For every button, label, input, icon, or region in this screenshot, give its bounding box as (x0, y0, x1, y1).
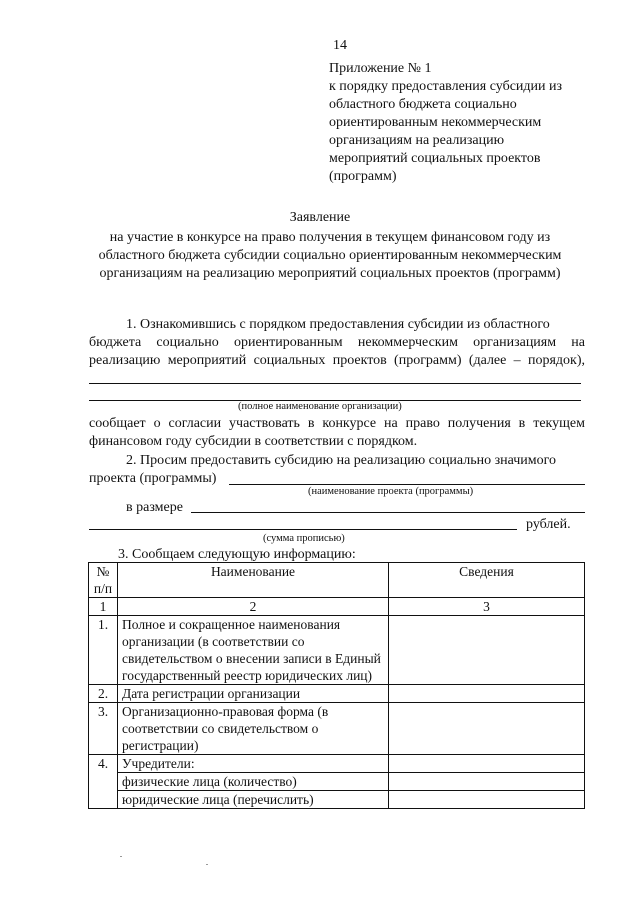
appendix-line: Приложение № 1 (329, 61, 432, 76)
table-row (89, 685, 585, 703)
row-number: 4. (89, 755, 118, 809)
para1-line: реализацию мероприятий социальных проектов (программ) (далее – порядок), (89, 353, 585, 368)
document-title: Заявление (289, 210, 351, 225)
amount-words-field-line[interactable] (89, 529, 517, 530)
row-info-cell[interactable] (389, 703, 585, 755)
header-info: Сведения (389, 563, 585, 598)
row-info-cell[interactable] (389, 773, 585, 791)
appendix-header (329, 60, 562, 186)
row-name: физические лица (количество) (118, 773, 389, 791)
row-info-cell[interactable] (389, 616, 585, 685)
para1-line: бюджета социально ориентированным некоммерческим организациям на (89, 335, 585, 350)
header-name: Наименование (118, 563, 389, 598)
project-name-field-line[interactable] (229, 484, 585, 485)
para3-line: 3. Сообщаем следующую информацию: (118, 547, 356, 562)
caption-sum: (сумма прописью) (263, 533, 345, 544)
subtitle-line: областного бюджета субсидии социально ориентированным некоммерческим (98, 248, 562, 263)
column-number-row (89, 598, 585, 616)
para1-line: 1. Ознакомившись с порядком предоставления субсидии из областного (126, 317, 550, 332)
para2-line: проекта (программы) (89, 471, 217, 486)
appendix-line: организациям на реализацию (329, 133, 505, 148)
table-row (89, 773, 585, 791)
row-name: Учредители: (118, 755, 389, 773)
header-num: № п/п (89, 563, 118, 598)
subtitle-line: на участие в конкурсе на право получения в текущем финансовом году из (109, 230, 551, 245)
appendix-line: (программ) (329, 169, 397, 184)
table-row (89, 755, 585, 773)
caption-project: (наименование проекта (программы) (308, 486, 474, 497)
col-number: 1 (89, 598, 118, 616)
page-number: 14 (333, 38, 347, 53)
table-row (89, 616, 585, 685)
info-table (88, 562, 585, 809)
row-number: 3. (89, 703, 118, 755)
subtitle-line: организациям на реализацию мероприятий социальных проектов (программ) (99, 266, 561, 281)
appendix-line: областного бюджета социально (329, 97, 517, 112)
caption-org: (полное наименование организации) (238, 401, 402, 412)
rubles-label: рублей. (526, 517, 571, 532)
document-subtitle (60, 229, 600, 283)
amount-label: в размере (126, 500, 183, 515)
scan-speck (120, 856, 122, 857)
row-number: 1. (89, 616, 118, 685)
col-number: 2 (118, 598, 389, 616)
table-row (89, 703, 585, 755)
row-info-cell[interactable] (389, 791, 585, 809)
para2-line: 2. Просим предоставить субсидию на реализацию социально значимого (126, 453, 557, 468)
appendix-line: ориентированным некоммерческим (329, 115, 542, 130)
row-name: Дата регистрации организации (118, 685, 389, 703)
row-info-cell[interactable] (389, 685, 585, 703)
para1-cont-line: сообщает о согласии участвовать в конкурсе на право получения в текущем (89, 416, 585, 431)
para1-cont-line: финансовом году субсидии в соответствии с порядком. (89, 434, 418, 449)
row-name: Организационно-правовая форма (в соответствии со свидетельством о регистрации) (118, 703, 389, 755)
appendix-line: к порядку предоставления субсидии из (329, 79, 563, 94)
row-name: юридические лица (перечислить) (118, 791, 389, 809)
scan-speck (206, 864, 208, 865)
amount-field-line[interactable] (191, 512, 585, 513)
row-name: Полное и сокращенное наименования организации (в соответствии со свидетельством о внесении записи в Единый государственный реестр юридических лиц) (118, 616, 389, 685)
appendix-line: мероприятий социальных проектов (329, 151, 541, 166)
table-row (89, 791, 585, 809)
row-number: 2. (89, 685, 118, 703)
row-info-cell[interactable] (389, 755, 585, 773)
col-number: 3 (389, 598, 585, 616)
org-name-field-line[interactable] (89, 383, 581, 384)
table-header-row (89, 563, 585, 598)
